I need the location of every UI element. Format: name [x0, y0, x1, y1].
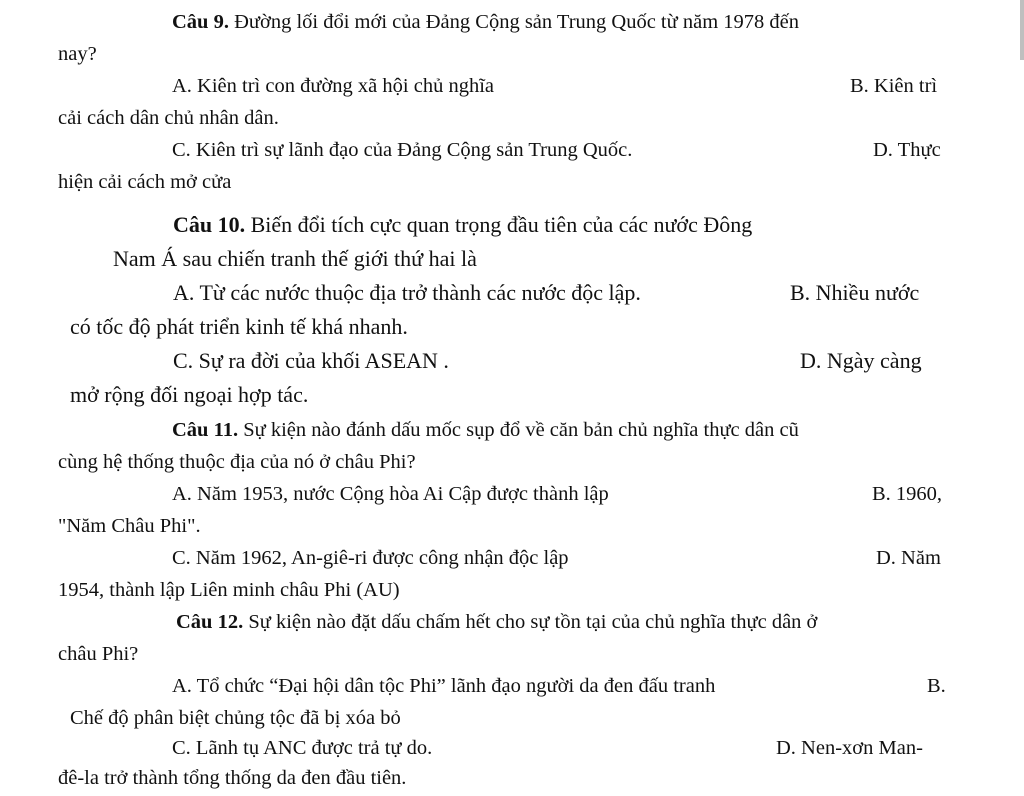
q11-option-c: C. Năm 1962, An-giê-ri được công nhận độc lập [172, 547, 569, 569]
scrollbar-edge [1020, 0, 1024, 60]
q11-option-d-start: D. Năm [876, 547, 941, 569]
q10-option-a: A. Từ các nước thuộc địa trở thành các nước độc lập. [173, 280, 641, 305]
q9-option-b-start: B. Kiên trì [850, 75, 938, 97]
q12-option-d-start: D. Nen-xơn Man- [776, 737, 923, 759]
q9-option-a: A. Kiên trì con đường xã hội chủ nghĩa [172, 75, 494, 97]
q11-stem-line2: cùng hệ thống thuộc địa của nó ở châu Phi? [58, 451, 416, 473]
q9-option-d-end: hiện cải cách mở cửa [58, 171, 232, 193]
q10-stem-text: Biến đổi tích cực quan trọng đầu tiên của các nước Đông [245, 212, 753, 237]
q12-stem-line1 [176, 612, 817, 633]
q12-option-a: A. Tổ chức “Đại hội dân tộc Phi” lãnh đạo người da đen đấu tranh [172, 675, 716, 697]
q10-option-c: C. Sự ra đời của khối ASEAN . [173, 348, 449, 373]
q9-stem-line2: nay? [58, 43, 97, 65]
q10-option-b-end: có tốc độ phát triển kinh tế khá nhanh. [70, 314, 408, 339]
q9-stem-line1 [172, 12, 799, 33]
q12-number: Câu 12. [176, 611, 244, 633]
q9-option-b-end: cải cách dân chủ nhân dân. [58, 107, 279, 129]
q12-option-b-start: B. [927, 675, 946, 697]
q12-stem-text: Sự kiện nào đặt dấu chấm hết cho sự tồn tại của chủ nghĩa thực dân ở [243, 611, 818, 633]
q10-option-d-end: mở rộng đối ngoại hợp tác. [70, 382, 309, 407]
q11-option-a: A. Năm 1953, nước Cộng hòa Ai Cập được thành lập [172, 483, 609, 505]
q10-number: Câu 10. [173, 212, 246, 237]
q11-option-b-start: B. 1960, [872, 483, 943, 505]
q11-option-b-end: "Năm Châu Phi". [58, 515, 201, 537]
q12-stem-line2: châu Phi? [58, 643, 139, 665]
q12-option-c: C. Lãnh tụ ANC được trả tự do. [172, 737, 433, 759]
q9-option-d-start: D. Thực [873, 139, 941, 161]
q10-option-b-start: B. Nhiều nước [790, 280, 920, 305]
q11-number: Câu 11. [172, 419, 239, 441]
q10-stem-line2: Nam Á sau chiến tranh thế giới thứ hai là [113, 246, 477, 271]
q11-stem-text: Sự kiện nào đánh dấu mốc sụp đổ về căn bản chủ nghĩa thực dân cũ [238, 419, 799, 441]
q10-option-d-start: D. Ngày càng [800, 348, 922, 373]
q11-option-d-end: 1954, thành lập Liên minh châu Phi (AU) [58, 579, 400, 601]
q9-number: Câu 9. [172, 11, 229, 33]
q12-option-d-end: đê-la trở thành tổng thống da đen đầu tiên. [58, 767, 407, 789]
q11-stem-line1 [172, 420, 799, 441]
q9-option-c: C. Kiên trì sự lãnh đạo của Đảng Cộng sản Trung Quốc. [172, 139, 633, 161]
q9-stem-text: Đường lối đổi mới của Đảng Cộng sản Trung Quốc từ năm 1978 đến [228, 11, 800, 33]
q10-stem-line1 [173, 214, 752, 236]
q12-option-b-end: Chế độ phân biệt chủng tộc đã bị xóa bỏ [70, 707, 401, 729]
